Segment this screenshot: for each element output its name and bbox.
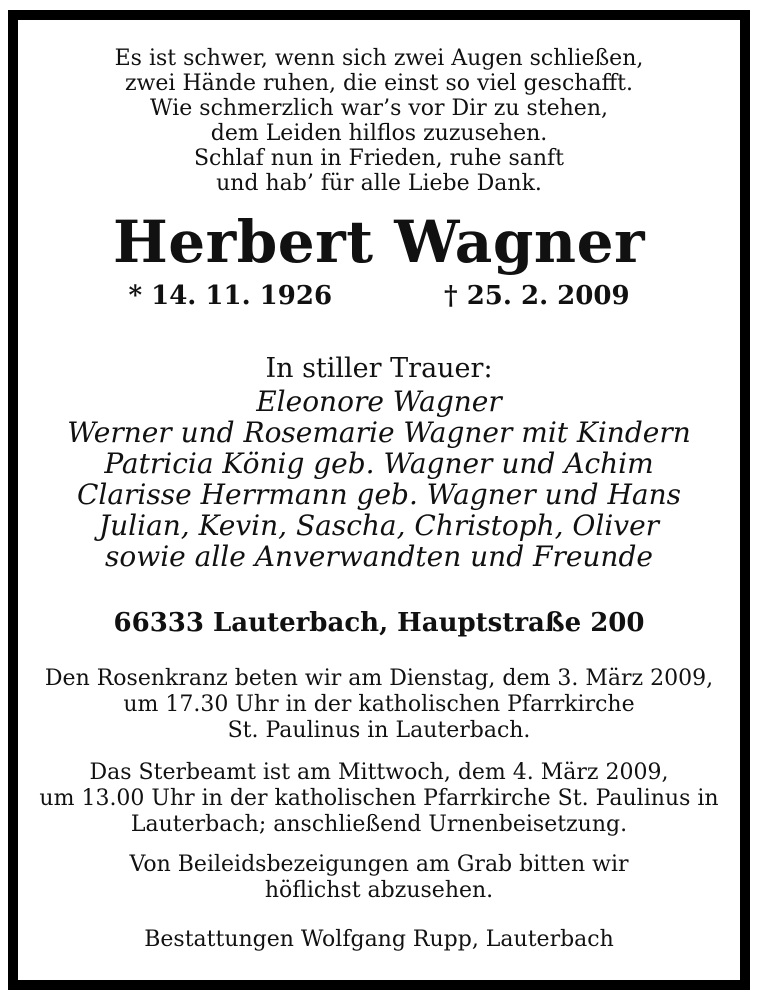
funeral-mass-paragraph	[18, 760, 740, 838]
mourner-line: sowie alle Anverwandten und Freunde	[105, 540, 653, 573]
address-line: 66333 Lauterbach, Hauptstraße 200	[113, 608, 645, 638]
funeral-mass-line: um 13.00 Uhr in der katholischen Pfarrkirche St. Paulinus in	[39, 786, 719, 811]
poem	[18, 46, 740, 196]
mourner-line: Eleonore Wagner	[256, 385, 502, 418]
funeral-home-line: Bestattungen Wolfgang Rupp, Lauterbach	[144, 927, 614, 952]
poem-line: Schlaf nun in Frieden, ruhe sanft	[193, 146, 565, 171]
mourner-line: Werner und Rosemarie Wagner mit Kindern	[67, 416, 691, 449]
obituary-content	[18, 20, 740, 980]
mourners-list	[18, 386, 740, 572]
poem-line: dem Leiden hilflos zuzusehen.	[210, 121, 548, 146]
condolence-line: Von Beileidsbezeigungen am Grab bitten wir	[129, 852, 629, 877]
birth-date: * 14. 11. 1926	[128, 281, 333, 311]
poem-line: zwei Hände ruhen, die einst so viel geschafft.	[124, 71, 634, 96]
mourning-heading: In stiller Trauer:	[265, 353, 493, 384]
mourner-line: Julian, Kevin, Sascha, Christoph, Oliver	[98, 509, 660, 542]
obituary-frame	[8, 10, 750, 990]
funeral-mass-line: Das Sterbeamt ist am Mittwoch, dem 4. März 2009,	[89, 760, 669, 785]
mourner-line: Patricia König geb. Wagner und Achim	[104, 447, 654, 480]
poem-line: und hab’ für alle Liebe Dank.	[216, 171, 542, 196]
mourner-line: Clarisse Herrmann geb. Wagner und Hans	[76, 478, 682, 511]
condolence-paragraph	[18, 852, 740, 904]
rosary-line: St. Paulinus in Lauterbach.	[227, 718, 531, 743]
poem-line: Es ist schwer, wenn sich zwei Augen schließen,	[114, 46, 644, 71]
deceased-name: Herbert Wagner	[112, 208, 646, 276]
rosary-line: um 17.30 Uhr in der katholischen Pfarrkirche	[123, 692, 635, 717]
rosary-paragraph	[18, 666, 740, 744]
life-dates	[18, 280, 740, 312]
poem-line: Wie schmerzlich war’s vor Dir zu stehen,	[150, 96, 608, 121]
death-date: † 25. 2. 2009	[444, 281, 630, 311]
rosary-line: Den Rosenkranz beten wir am Dienstag, dem 3. März 2009,	[44, 666, 714, 691]
condolence-line: höflichst abzusehen.	[264, 878, 494, 903]
funeral-mass-line: Lauterbach; anschließend Urnenbeisetzung.	[130, 812, 628, 837]
